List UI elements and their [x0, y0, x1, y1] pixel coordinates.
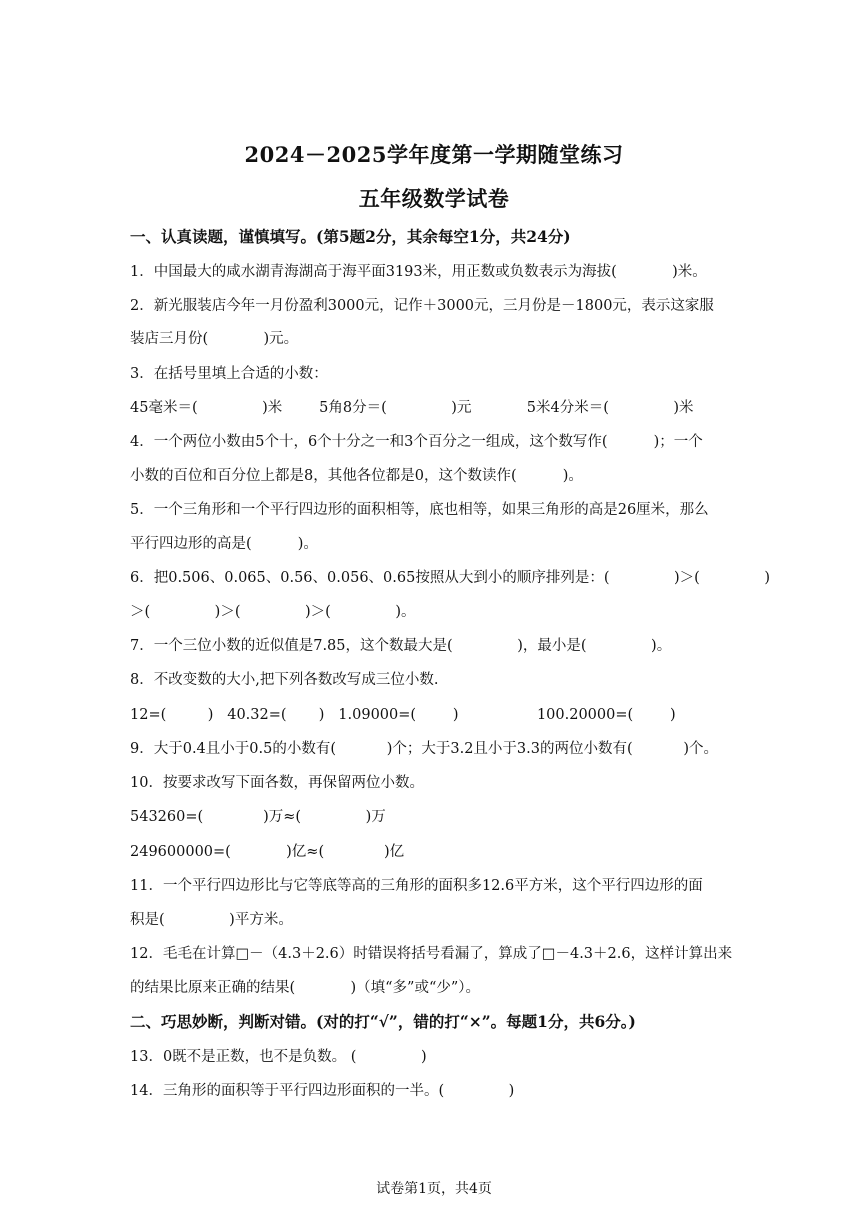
question-11-line-2: 积是( )平方米。	[130, 912, 293, 928]
question-2-line-1: 2．新光服装店今年一月份盈利3000元，记作＋3000元，三月份是－1800元，表示这家服	[130, 298, 714, 314]
question-5-line-2: 平行四边形的高是( )。	[130, 536, 318, 552]
question-5-line-1: 5．一个三角形和一个平行四边形的面积相等，底也相等，如果三角形的高是26厘米，那么	[130, 502, 709, 518]
question-10-blank-2: 249600000=( )亿≈( )亿	[130, 844, 405, 860]
exam-subtitle: 五年级数学试卷	[358, 186, 510, 211]
question-10: 10．按要求改写下面各数，再保留两位小数。	[130, 775, 424, 791]
exam-title: 2024－2025学年度第一学期随堂练习	[244, 142, 624, 167]
question-11-line-1: 11．一个平行四边形比与它等底等高的三角形的面积多12.6平方米，这个平行四边形的面	[130, 878, 703, 894]
question-7: 7．一个三位小数的近似值是7.85，这个数最大是( )，最小是( )。	[130, 638, 672, 654]
section-1-heading: 一、认真读题，谨慎填写。(第5题2分，其余每空1分，共24分)	[130, 227, 571, 246]
page-footer: 试卷第1页，共4页	[376, 1181, 492, 1197]
question-3: 3．在括号里填上合适的小数：	[130, 366, 328, 382]
question-9: 9．大于0.4且小于0.5的小数有( )个；大于3.2且小于3.3的两位小数有( )个。	[130, 741, 718, 757]
question-8-blanks: 12=( ) 40.32=( ) 1.09000=( ) 100.20000=( )	[130, 707, 676, 723]
question-2-line-2: 装店三月份( )元。	[130, 331, 299, 347]
question-6-line-1: 6．把0.506、0.065、0.56、0.056、0.65按照从大到小的顺序排列是：( )＞( )	[130, 570, 771, 586]
question-1: 1．中国最大的咸水湖青海湖高于海平面3193米，用正数或负数表示为海拔( )米。	[130, 264, 707, 280]
question-12-line-1: 12．毛毛在计算□－（4.3＋2.6）时错误将括号看漏了，算成了□－4.3＋2.6，这样计算出来	[130, 946, 733, 962]
question-4-line-1: 4．一个两位小数由5个十，6个十分之一和3个百分之一组成，这个数写作( )；一个	[130, 434, 703, 450]
question-3-blanks: 45毫米＝( )米 5角8分＝( )元 5米4分米＝( )米	[130, 400, 694, 416]
question-14: 14．三角形的面积等于平行四边形面积的一半。( )	[130, 1083, 515, 1099]
question-6-line-2: ＞( )＞( )＞( )。	[130, 604, 416, 620]
question-4-line-2: 小数的百位和百分位上都是8，其他各位都是0，这个数读作( )。	[130, 468, 583, 484]
section-2-heading: 二、巧思妙断，判断对错。(对的打“√”，错的打“×”。每题1分，共6分。)	[130, 1012, 636, 1031]
question-13: 13．0既不是正数，也不是负数。 ( )	[130, 1049, 427, 1065]
question-8: 8．不改变数的大小,把下列各数改写成三位小数.	[130, 672, 439, 688]
question-12-line-2: 的结果比原来正确的结果( )（填“多”或“少”）。	[130, 980, 481, 996]
question-10-blank-1: 543260=( )万≈( )万	[130, 809, 386, 825]
